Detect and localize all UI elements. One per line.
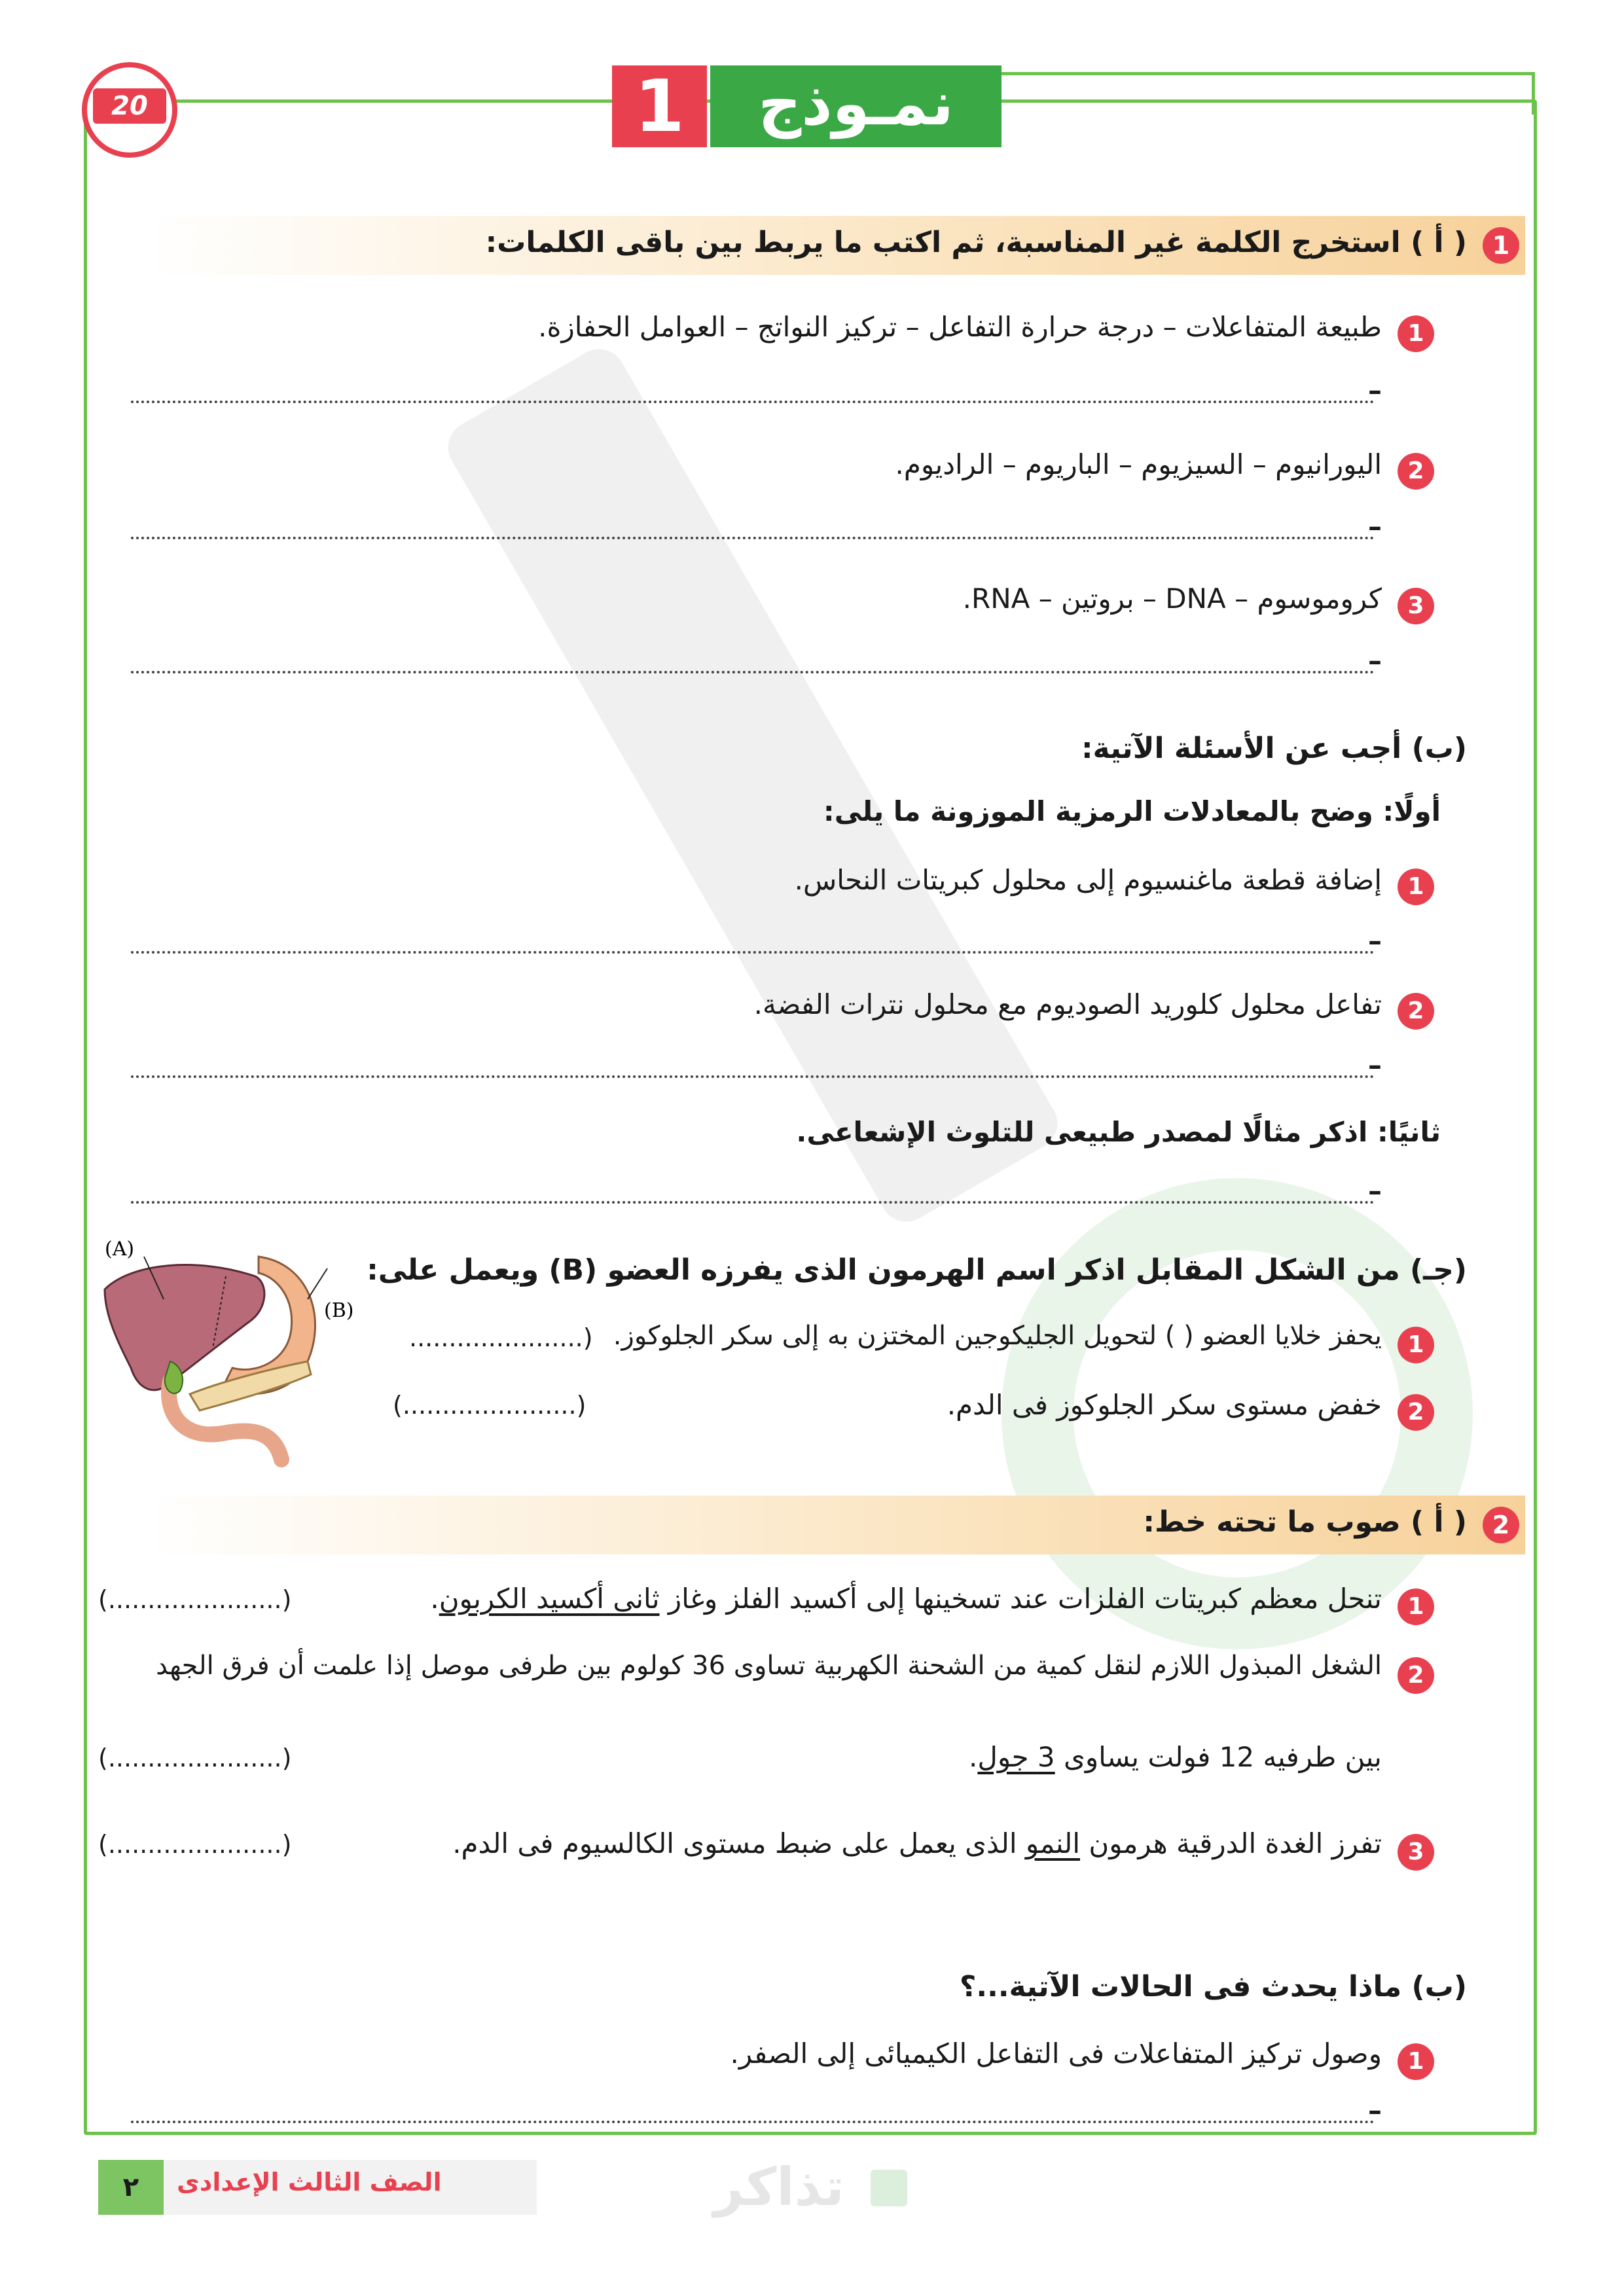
answer-dash: –	[1368, 2094, 1382, 2126]
model-title: نمـوذج	[710, 65, 1001, 147]
question-number: 1	[1398, 2043, 1434, 2080]
q1-part-b-second-label: ثانيًا: اذكر مثالًا لمصدر طبيعى للتلوث الإشعاعى.	[796, 1116, 1441, 1148]
q1-part-b-title: (ب) أجب عن الأسئلة الآتية:	[1081, 732, 1467, 765]
footer-grade: الصف الثالث الإعدادى	[177, 2168, 442, 2197]
book-icon	[871, 2170, 907, 2206]
answer-dash: –	[1368, 374, 1382, 406]
question-number: 1	[1398, 315, 1434, 352]
question-text-line2: بين طرفيه 12 فولت يساوى 3 جول.	[969, 1741, 1382, 1773]
answer-blank[interactable]: (......................	[409, 1323, 593, 1352]
question-number: 2	[1398, 1657, 1434, 1694]
q1-part-c-title: (جـ) من الشكل المقابل اذكر اسم الهرمون الذى يفرزه العضو (B) ويعمل على:	[367, 1253, 1467, 1287]
q1-number: 1	[1483, 227, 1519, 264]
question-text: تفاعل محلول كلوريد الصوديوم مع محلول نترات الفضة.	[753, 988, 1382, 1020]
question-text: كروموسوم – DNA – بروتين – RNA.	[962, 583, 1382, 615]
footer-page-number: ٢	[98, 2160, 164, 2215]
answer-line[interactable]	[131, 1201, 1375, 1204]
answer-dash: –	[1368, 511, 1382, 543]
question-text: يحفز خلايا العضو ( ) لتحويل الجليكوجين المختزن به إلى سكر الجلوكوز.	[613, 1321, 1382, 1351]
question-number: 2	[1398, 453, 1434, 490]
answer-line[interactable]	[131, 671, 1375, 673]
question-number: 2	[1398, 1394, 1434, 1431]
underlined-term: ثانى أكسيد الكربون	[439, 1583, 660, 1615]
q2-part-a-title: ( أ ) صوب ما تحته خط:	[1143, 1505, 1467, 1539]
liver-pancreas-figure	[92, 1237, 354, 1473]
label-a: (A)	[105, 1238, 135, 1261]
question-text: اليورانيوم – السيزيوم – الباريوم – الراديوم.	[895, 448, 1382, 480]
answer-dash: –	[1368, 925, 1382, 957]
question-number: 3	[1398, 1834, 1434, 1871]
q2-part-b-title: (ب) ماذا يحدث فى الحالات الآتية...؟	[959, 1970, 1467, 2003]
answer-dash: –	[1368, 1175, 1382, 1207]
question-text: تنحل معظم كبريتات الفلزات عند تسخينها إلى أكسيد الفلز وغاز ثانى أكسيد الكربون.	[430, 1583, 1382, 1615]
underlined-term: النمو	[1025, 1827, 1080, 1859]
underlined-term: 3 جول	[977, 1741, 1055, 1773]
q1-part-b-first-label: أولًا: وضح بالمعادلات الرمزية الموزونة ما يلى:	[823, 795, 1441, 827]
answer-line[interactable]	[131, 951, 1375, 954]
footer-logo: تذاكر	[713, 2157, 844, 2217]
question-text: خفض مستوى سكر الجلوكوز فى الدم.	[947, 1389, 1382, 1421]
question-text: طبيعة المتفاعلات – درجة حرارة التفاعل – تركيز النواتج – العوامل الحفازة.	[538, 311, 1382, 343]
answer-blank[interactable]: (......................)	[98, 1744, 292, 1772]
q2-number: 2	[1483, 1507, 1519, 1543]
model-number: 1	[612, 65, 707, 147]
label-b: (B)	[324, 1299, 354, 1322]
question-text: وصول تركيز المتفاعلات فى التفاعل الكيميائى إلى الصفر.	[730, 2037, 1382, 2070]
answer-blank[interactable]: (......................)	[98, 1585, 292, 1614]
question-text: إضافة قطعة ماغنسيوم إلى محلول كبريتات النحاس.	[794, 864, 1382, 896]
answer-line[interactable]	[131, 537, 1375, 539]
question-number: 2	[1398, 993, 1434, 1030]
frame-notch	[995, 72, 1535, 115]
answer-line[interactable]	[131, 1075, 1375, 1078]
question-number: 3	[1398, 588, 1434, 624]
page-number: 20	[93, 88, 166, 124]
answer-blank[interactable]: (......................)	[393, 1391, 586, 1420]
question-number: 1	[1398, 1327, 1434, 1363]
question-text: تفرز الغدة الدرقية هرمون النمو الذى يعمل على ضبط مستوى الكالسيوم فى الدم.	[452, 1827, 1382, 1859]
answer-line[interactable]	[131, 401, 1375, 403]
answer-dash: –	[1368, 1049, 1382, 1081]
q1-part-a-title: ( أ ) استخرج الكلمة غير المناسبة، ثم اكتب ما يربط بين باقى الكلمات:	[485, 226, 1467, 259]
question-text-line1: الشغل المبذول اللازم لنقل كمية من الشحنة الكهربية تساوى 36 كولوم بين طرفى موصل إذا علمت أن فرق الجهد	[156, 1651, 1382, 1681]
answer-blank[interactable]: (......................)	[98, 1830, 292, 1859]
question-number: 1	[1398, 1588, 1434, 1625]
answer-dash: –	[1368, 645, 1382, 677]
answer-line[interactable]	[131, 2121, 1375, 2123]
question-number: 1	[1398, 869, 1434, 905]
